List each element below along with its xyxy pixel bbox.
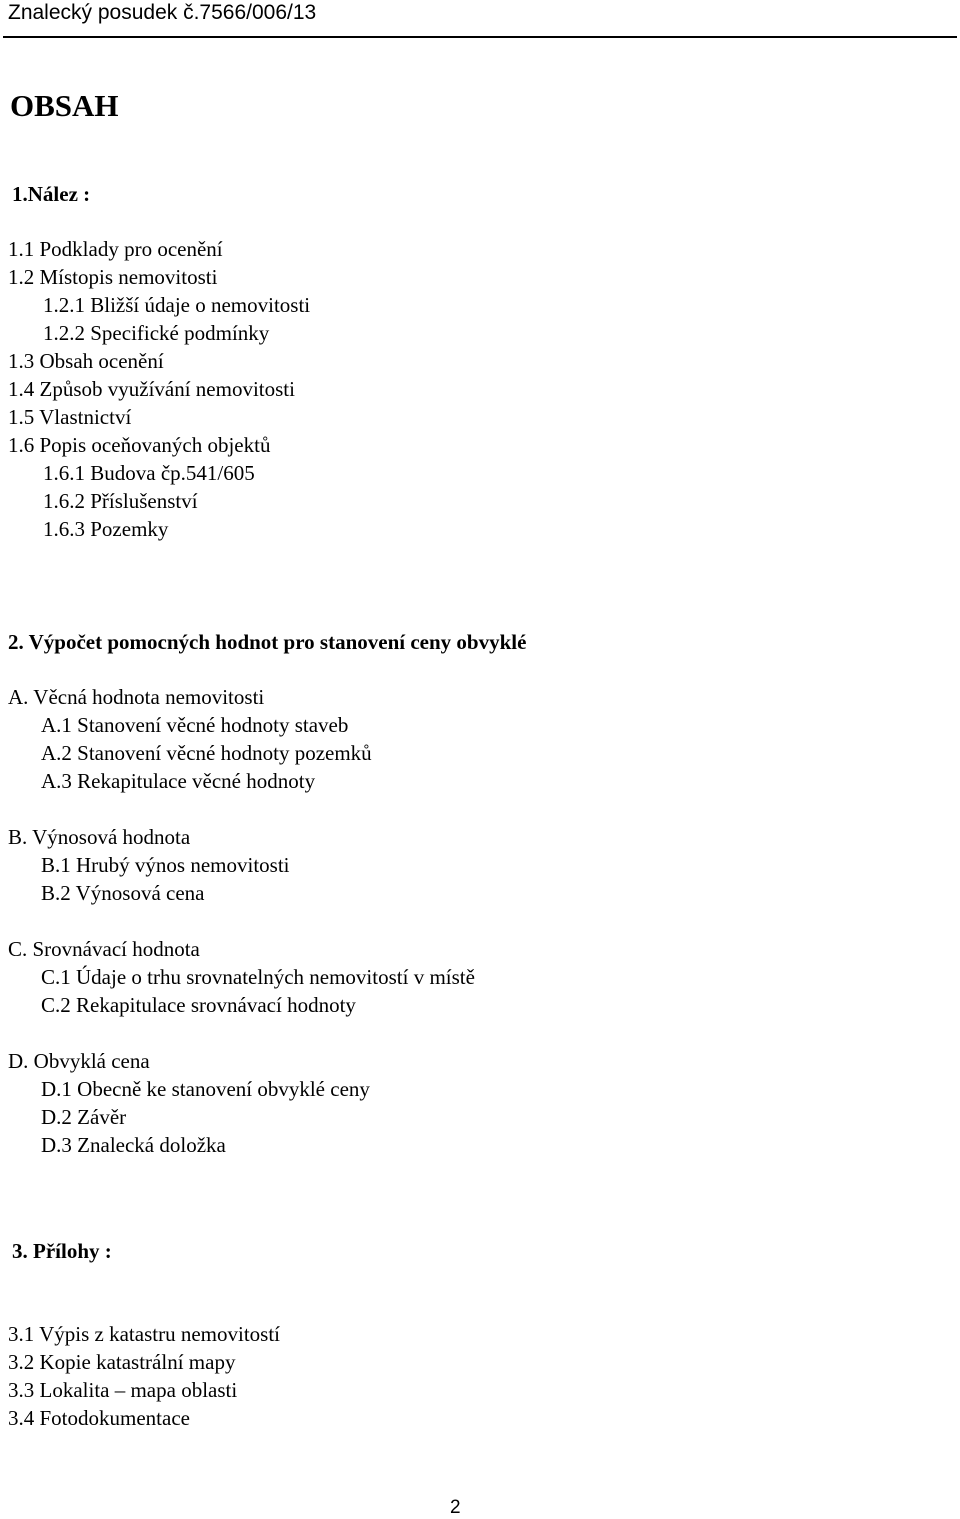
- toc-item-1-2-2: 1.2.2 Specifické podmínky: [43, 321, 270, 345]
- toc-item-1-2-1: 1.2.1 Bližší údaje o nemovitosti: [43, 293, 311, 317]
- toc-item-d-2: D.2 Závěr: [41, 1105, 127, 1129]
- toc-item-d-1: D.1 Obecně ke stanovení obvyklé ceny: [41, 1077, 370, 1101]
- section-2-heading: 2. Výpočet pomocných hodnot pro stanovení ceny obvyklé: [8, 630, 527, 654]
- toc-item-1-6: 1.6 Popis oceňovaných objektů: [8, 433, 271, 457]
- toc-item-a-2: A.2 Stanovení věcné hodnoty pozemků: [41, 741, 372, 765]
- header-divider: [3, 36, 957, 38]
- page-number: 2: [450, 1497, 461, 1518]
- toc-item-a-3: A.3 Rekapitulace věcné hodnoty: [41, 769, 316, 793]
- toc-item-1-6-2: 1.6.2 Příslušenství: [43, 489, 198, 513]
- toc-item-d: D. Obvyklá cena: [8, 1049, 150, 1073]
- toc-item-1-3: 1.3 Obsah ocenění: [8, 349, 164, 373]
- toc-item-1-4: 1.4 Způsob využívání nemovitosti: [8, 377, 295, 401]
- section-1-heading: 1.Nález :: [12, 182, 91, 206]
- toc-item-a-1: A.1 Stanovení věcné hodnoty staveb: [41, 713, 349, 737]
- toc-item-b-2: B.2 Výnosová cena: [41, 881, 205, 905]
- toc-item-b-1: B.1 Hrubý výnos nemovitosti: [41, 853, 290, 877]
- toc-item-1-2: 1.2 Místopis nemovitosti: [8, 265, 218, 289]
- toc-item-1-1: 1.1 Podklady pro ocenění: [8, 237, 223, 261]
- toc-item-c-2: C.2 Rekapitulace srovnávací hodnoty: [41, 993, 356, 1017]
- section-3-heading: 3. Přílohy :: [12, 1239, 112, 1263]
- toc-item-c-1: C.1 Údaje o trhu srovnatelných nemovitostí v místě: [41, 965, 475, 989]
- toc-item-3-3: 3.3 Lokalita – mapa oblasti: [8, 1378, 238, 1402]
- toc-item-1-5: 1.5 Vlastnictví: [8, 405, 132, 429]
- toc-item-3-1: 3.1 Výpis z katastru nemovitostí: [8, 1322, 281, 1346]
- toc-item-b: B. Výnosová hodnota: [8, 825, 191, 849]
- toc-item-1-6-3: 1.6.3 Pozemky: [43, 517, 169, 541]
- contents-heading: OBSAH: [10, 88, 119, 123]
- toc-item-a: A. Věcná hodnota nemovitosti: [8, 685, 265, 709]
- toc-item-d-3: D.3 Znalecká doložka: [41, 1133, 226, 1157]
- toc-item-c: C. Srovnávací hodnota: [8, 937, 200, 961]
- document-header-title: Znalecký posudek č.7566/006/13: [8, 1, 317, 24]
- toc-item-1-6-1: 1.6.1 Budova čp.541/605: [43, 461, 255, 485]
- toc-item-3-2: 3.2 Kopie katastrální mapy: [8, 1350, 236, 1374]
- toc-item-3-4: 3.4 Fotodokumentace: [8, 1406, 190, 1430]
